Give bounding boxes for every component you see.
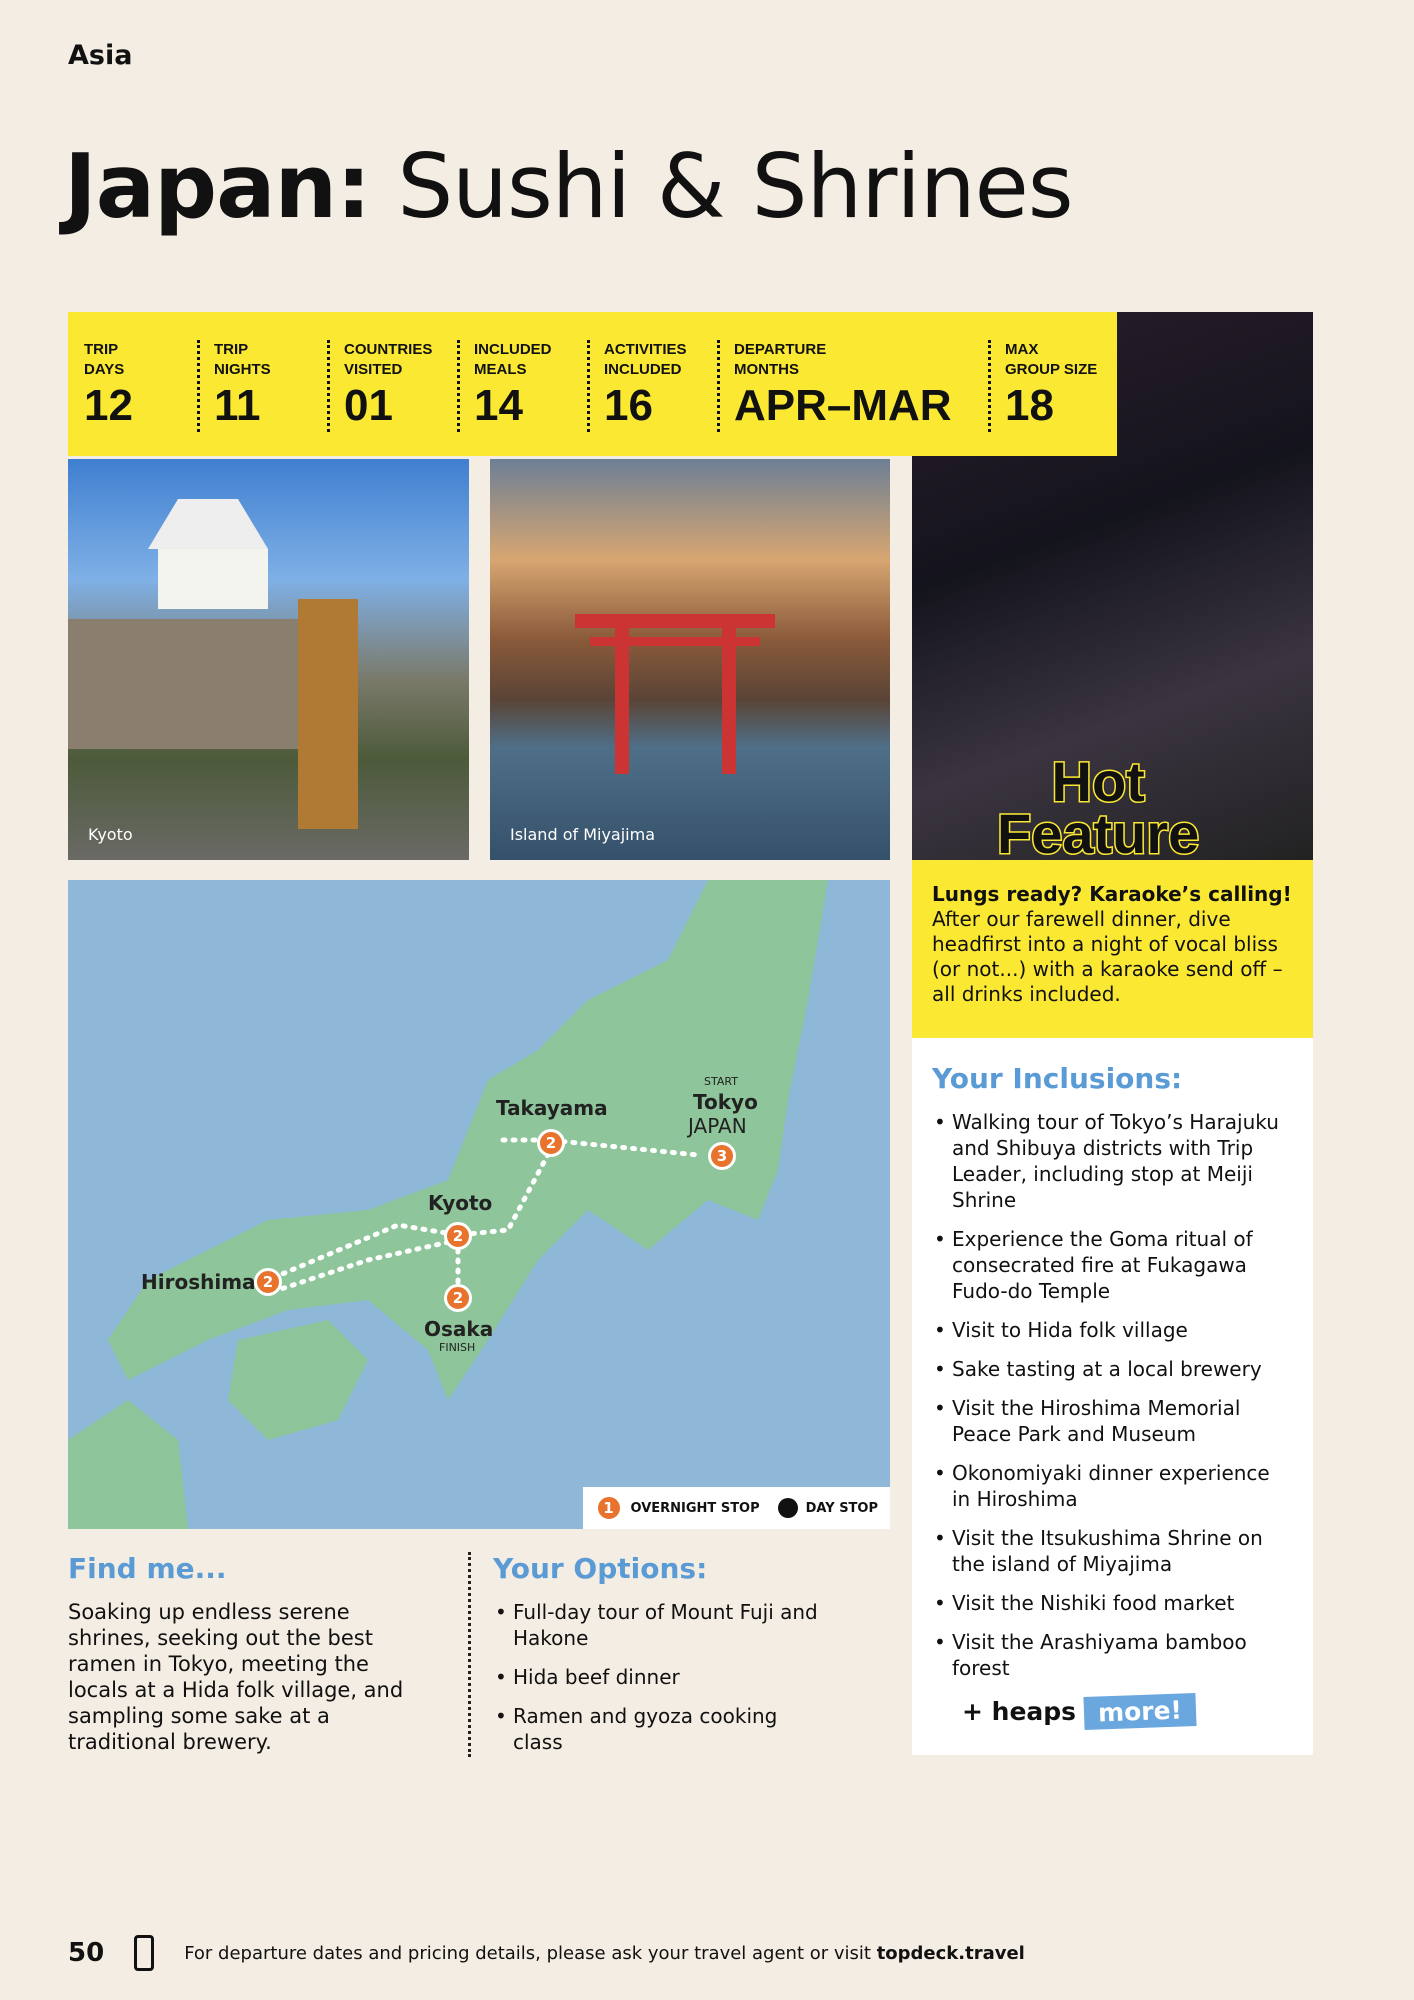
city-label-takayama: Takayama (496, 1096, 608, 1120)
options-title: Your Options: (493, 1552, 708, 1585)
hot-feature-badge (997, 750, 1200, 860)
stat-value: 14 (474, 381, 523, 430)
stop-marker-takayama: 2 (537, 1129, 565, 1157)
stat-label: INCLUDED MEALS (474, 341, 552, 378)
stat-value: APR–MAR (734, 381, 952, 430)
footer-note: For departure dates and pricing details, please ask your travel agent or visit (184, 1942, 877, 1964)
list-item: • Sake tasting at a local brewery (932, 1356, 1293, 1382)
stat-value: 12 (84, 381, 133, 430)
heaps-more (962, 1695, 1293, 1728)
inclusions-title: Your Inclusions: (932, 1062, 1183, 1095)
country-label: JAPAN (688, 1114, 747, 1138)
kyoto-photo (68, 459, 469, 860)
options-list (493, 1599, 828, 1755)
list-item: • Visit the Arashiyama bamboo forest (932, 1629, 1293, 1681)
stat-activities (604, 340, 720, 432)
inclusions-panel (912, 1038, 1313, 1755)
stat-meals (474, 340, 590, 432)
stop-marker-kyoto: 2 (444, 1222, 472, 1250)
website-link[interactable]: topdeck.travel (876, 1942, 1025, 1964)
stat-label: TRIP DAYS (84, 341, 125, 378)
stop-marker-osaka: 2 (444, 1284, 472, 1312)
miyajima-photo (490, 459, 890, 860)
stat-value: 18 (1005, 381, 1054, 430)
footer (68, 1935, 1025, 1971)
trip-stats-bar (68, 312, 1117, 456)
options-section (468, 1552, 828, 1757)
list-item: • Hida beef dinner (493, 1664, 828, 1690)
list-item: • Visit to Hida folk village (932, 1317, 1293, 1343)
stat-value: 11 (214, 381, 261, 430)
stat-value: 16 (604, 381, 653, 430)
legend-overnight: OVERNIGHT STOP (630, 1500, 760, 1516)
hot-feature-box (912, 860, 1313, 1038)
page-number: 50 (68, 1938, 105, 1968)
heaps-label: + heaps (962, 1697, 1077, 1726)
title-country: Japan: (64, 135, 371, 238)
region-label: Asia (68, 40, 133, 71)
find-me-body: Soaking up endless serene shrines, seeking out the best ramen in Tokyo, meeting the locals at a Hida folk village, and sampling some sake at a traditional brewery. (68, 1600, 404, 1754)
overnight-stop-icon: 1 (595, 1494, 623, 1522)
luggage-icon (134, 1935, 154, 1971)
stat-label: MAX GROUP SIZE (1005, 341, 1098, 378)
list-item: • Visit the Itsukushima Shrine on the island of Miyajima (932, 1525, 1293, 1577)
footer-text (184, 1943, 1025, 1964)
stat-label: COUNTRIES VISITED (344, 341, 433, 378)
list-item: • Ramen and gyoza cooking class (493, 1703, 828, 1755)
city-label-osaka: Osaka (424, 1317, 494, 1341)
list-item: • Experience the Goma ritual of consecrated fire at Fukagawa Fudo-do Temple (932, 1226, 1293, 1304)
stat-trip-nights (214, 340, 330, 432)
title-theme: Sushi & Shrines (370, 135, 1073, 238)
photo-caption: Kyoto (88, 825, 133, 844)
badge-line: Feature (997, 802, 1200, 860)
list-item: • Visit the Nishiki food market (932, 1590, 1293, 1616)
start-label: START (704, 1075, 738, 1088)
badge-line: Hot (1051, 750, 1145, 813)
feature-headline: Lungs ready? Karaoke’s calling! (932, 882, 1292, 906)
find-me-section (68, 1552, 408, 1755)
more-tag: more! (1084, 1693, 1197, 1730)
stat-group-size (1005, 340, 1113, 432)
stat-departure (734, 340, 991, 432)
city-label-kyoto: Kyoto (428, 1191, 493, 1215)
stat-label: TRIP NIGHTS (214, 341, 271, 378)
list-item: • Walking tour of Tokyo’s Harajuku and Shibuya districts with Trip Leader, including stop at Meiji Shrine (932, 1109, 1293, 1213)
stat-countries (344, 340, 460, 432)
legend-day: DAY STOP (805, 1500, 878, 1516)
list-item: • Full-day tour of Mount Fuji and Hakone (493, 1599, 828, 1651)
finish-label: FINISH (439, 1341, 476, 1354)
stat-value: 01 (344, 381, 393, 430)
stat-trip-days (84, 340, 200, 432)
list-item: • Okonomiyaki dinner experience in Hiroshima (932, 1460, 1293, 1512)
day-stop-icon (778, 1498, 798, 1518)
stat-label: ACTIVITIES INCLUDED (604, 341, 687, 378)
page-title (64, 135, 1073, 238)
route-map (68, 880, 890, 1529)
stop-marker-hiroshima: 2 (254, 1268, 282, 1296)
photo-caption: Island of Miyajima (510, 825, 655, 844)
city-label-hiroshima: Hiroshima (141, 1270, 256, 1294)
find-me-title: Find me... (68, 1552, 227, 1585)
stat-label: DEPARTURE MONTHS (734, 341, 827, 378)
inclusions-list (932, 1109, 1293, 1681)
list-item: • Visit the Hiroshima Memorial Peace Park and Museum (932, 1395, 1293, 1447)
stop-marker-tokyo: 3 (708, 1142, 736, 1170)
feature-body: After our farewell dinner, dive headfirst into a night of vocal bliss (or not...) with a karaoke send off – all drinks included. (932, 907, 1283, 1006)
map-legend (583, 1487, 890, 1529)
city-label-tokyo: Tokyo (693, 1090, 758, 1114)
